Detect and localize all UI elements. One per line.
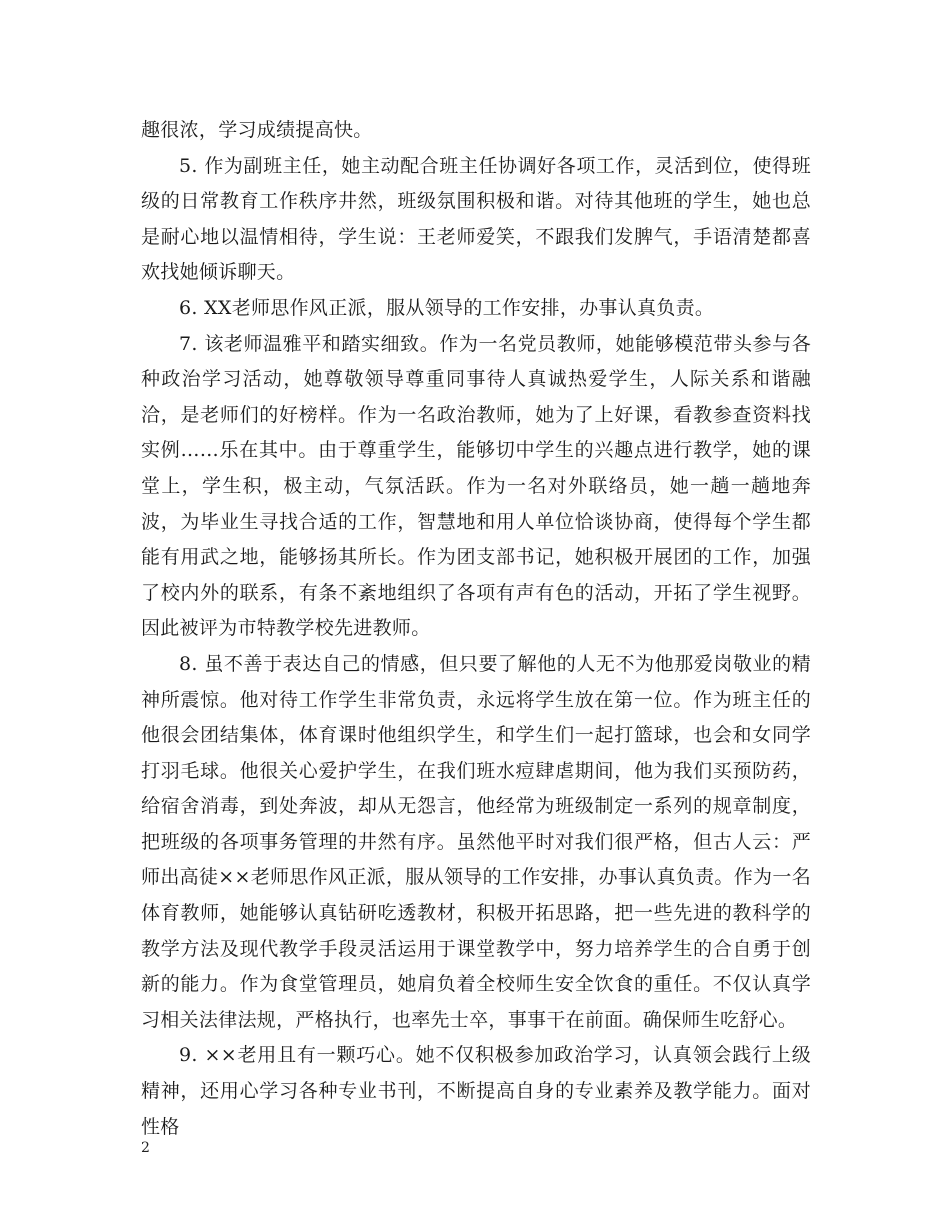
paragraph-item-8: 8. 虽不善于表达自己的情感，但只要了解他的人无不为他那爱岗敬业的精神所震惊。他对待工作学生非常负责，永远将学生放在第一位。作为班主任的他很会团结集体，体育课时他组织学生，和学生们一起打篮球，也会和女同学打羽毛球。他很关心爱护学生，在我们班水痘肆虐期间，他为我们买预防药，给宿舍消毒，到处奔波，却从无怨言，他经常为班级制定一系列的规章制度，把班级的各项事务管理的井然有序。虽然他平时对我们很严格，但古人云：严师出高徒××老师思作风正派，服从领导的工作安排，办事认真负责。作为一名体育教师，她能够认真钻研吃透教材，积极开拓思路，把一些先进的教科学的教学方法及现代教学手段灵活运用于课堂教学中，努力培养学生的合自勇于创新的能力。作为食堂管理员，她肩负着全校师生安全饮食的重任。不仅认真学习相关法律法规，严格执行，也率先士卒，事事干在前面。确保师生吃舒心。 bbox=[141, 652, 811, 1031]
page-number: 2 bbox=[141, 1140, 150, 1156]
paragraph-item-7: 7. 该老师温雅平和踏实细致。作为一名党员教师，她能够模范带头参与各种政治学习活动，她尊敬领导尊重同事待人真诚热爱学生，人际关系和谐融洽，是老师们的好榜样。作为一名政治教师，她为了上好课，看教参查资料找实例……乐在其中。由于尊重学生，能够切中学生的兴趣点进行教学，她的课堂上，学生积，极主动，气氛活跃。作为一名对外联络员，她一趟一趟地奔波，为毕业生寻找合适的工作，智慧地和用人单位恰谈协商，使得每个学生都能有用武之地，能够扬其所长。作为团支部书记，她积极开展团的工作，加强了校内外的联系，有条不紊地组织了各项有声有色的活动，开拓了学生视野。因此被评为市特教学校先进教师。 bbox=[141, 332, 811, 640]
paragraph-continuation: 趣很浓，学习成绩提高快。 bbox=[141, 119, 373, 141]
paragraph-item-5: 5. 作为副班主任，她主动配合班主任协调好各项工作，灵活到位，使得班级的日常教育工作秩序井然，班级氛围积极和谐。对待其他班的学生，她也总是耐心地以温情相待，学生说：王老师爱笑，不跟我们发脾气，手语清楚都喜欢找她倾诉聊天。 bbox=[141, 154, 811, 284]
paragraph-item-6: 6. XX老师思作风正派，服从领导的工作安排，办事认真负责。 bbox=[179, 296, 715, 319]
paragraph-item-9: 9. ××老用且有一颗巧心。她不仅积极参加政治学习，认真领会践行上级精神，还用心学习各种专业书刊，不断提高自身的专业素养及教学能力。面对性格 bbox=[141, 1044, 811, 1138]
body-text bbox=[141, 113, 811, 1145]
